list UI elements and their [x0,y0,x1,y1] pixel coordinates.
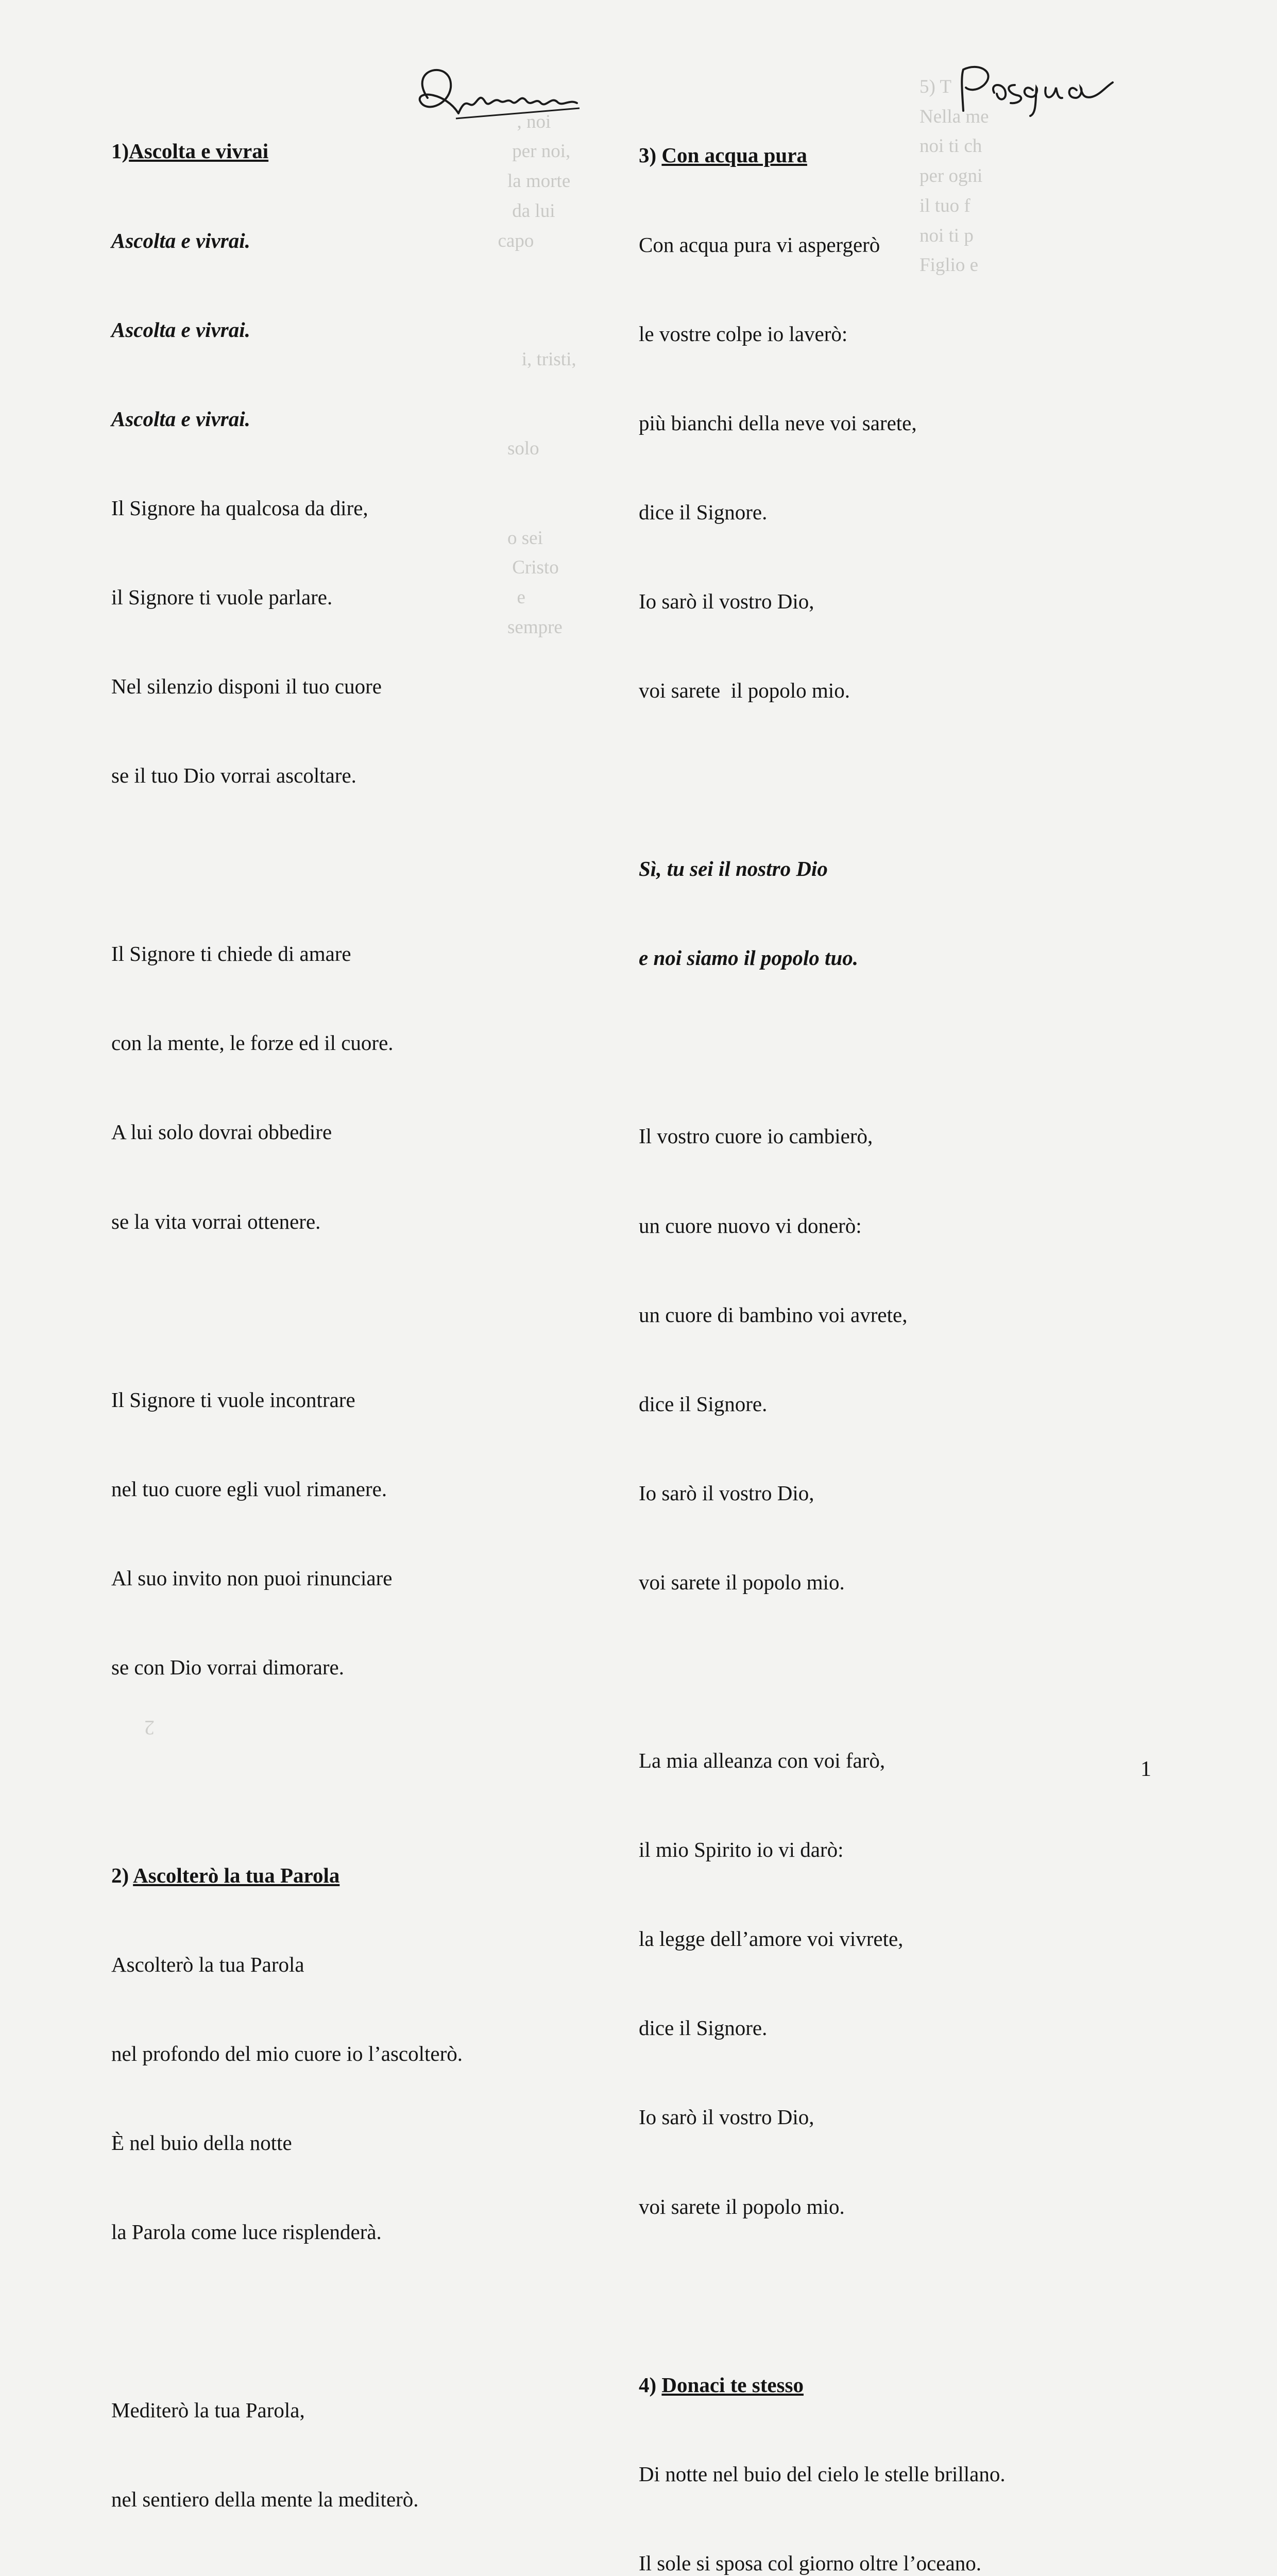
verse-line: Io sarò il vostro Dio, [639,1481,814,1505]
verse-line: Io sarò il vostro Dio, [639,589,814,613]
verse-line: la legge dell’amore voi vivrete, [639,1927,904,1951]
verse-line: Ascolterò la tua Parola [111,1952,304,1976]
verse-line: Il sole si sposa col giorno oltre l’oceano. [639,2551,981,2575]
verse-line: il mio Spirito io vi darò: [639,1838,844,1862]
verse-line: Il Signore ha qualcosa da dire, [111,496,368,520]
right-column [639,81,1044,2576]
verse-line: le vostre colpe io laverò: [639,321,848,346]
refrain-line: e noi siamo il popolo tuo. [639,946,858,970]
hymn-2-heading: 2) Ascolterò la tua Parola [111,1863,340,1887]
verse-line: se con Dio vorrai dimorare. [111,1655,344,1679]
verse-line: Il Signore ti vuole incontrare [111,1387,355,1412]
verse-line: voi sarete il popolo mio. [639,2194,845,2218]
refrain-line: Sì, tu sei il nostro Dio [639,857,828,881]
verse-line: A lui solo dovrai obbedire [111,1120,332,1144]
verse-line: Mediterò la tua Parola, [111,2398,305,2422]
verse-line: Di notte nel buio del cielo le stelle brillano. [639,2462,1006,2486]
verse-line: Il Signore ti chiede di amare [111,942,351,966]
verse-line: nel profondo del mio cuore io l’ascolterò. [111,2041,463,2065]
verse-line: Ascolta e vivrai. [111,317,250,342]
bleed-through-middle: , noi per noi, la morte da lui capo i, tristi, solo o sei Cristo e sempre [498,111,576,638]
verse-line: nel tuo cuore egli vuol rimanere. [111,1477,387,1501]
verse-line: dice il Signore. [639,2016,768,2040]
verse-line: se la vita vorrai ottenere. [111,1209,321,1233]
verse-line: voi sarete il popolo mio. [639,1570,845,1594]
verse-line: nel sentiero della mente la mediterò. [111,2487,419,2512]
verse-line: un cuore di bambino voi avrete, [639,1302,908,1327]
verse-line: dice il Signore. [639,500,768,524]
bleed-through-page-number: 2 [144,1716,155,1739]
verse-line: Con acqua pura vi aspergerò [639,232,880,257]
hymn-3-heading: 3) Con acqua pura [639,143,807,167]
verse-line: voi sarete il popolo mio. [639,678,850,702]
verse-line: con la mente, le forze ed il cuore. [111,1031,394,1055]
verse-line: Ascolta e vivrai. [111,406,250,431]
verse-line: la Parola come luce risplenderà. [111,2219,382,2244]
verse-line: un cuore nuovo vi donerò: [639,1213,862,1238]
verse-line: Al suo invito non puoi rinunciare [111,1566,393,1590]
verse-line: il Signore ti vuole parlare. [111,585,333,609]
verse-line: se il tuo Dio vorrai ascoltare. [111,764,356,788]
verse-line: Il vostro cuore io cambierò, [639,1124,873,1148]
verse-line: dice il Signore. [639,1392,768,1416]
verse-line: Io sarò il vostro Dio, [639,2105,814,2129]
verse-line: È nel buio della notte [111,2130,292,2155]
verse-line: La mia alleanza con voi farò, [639,1749,886,1773]
left-column [111,77,500,2576]
hymn-4-heading: 4) Donaci te stesso [639,2372,804,2397]
page-number: 1 [1140,1757,1151,1781]
verse-line: più bianchi della neve voi sarete, [639,411,917,435]
verse-line: Ascolta e vivrai. [111,228,250,252]
verse-line [111,2574,500,2576]
verse-line: Nel silenzio disponi il tuo cuore [111,674,382,698]
bleed-through-right: 5) T Nella me noi ti ch per ogni il tuo f noi ti p Figlio e [920,76,989,276]
hymn-1-heading: 1)Ascolta e vivrai [111,139,269,163]
